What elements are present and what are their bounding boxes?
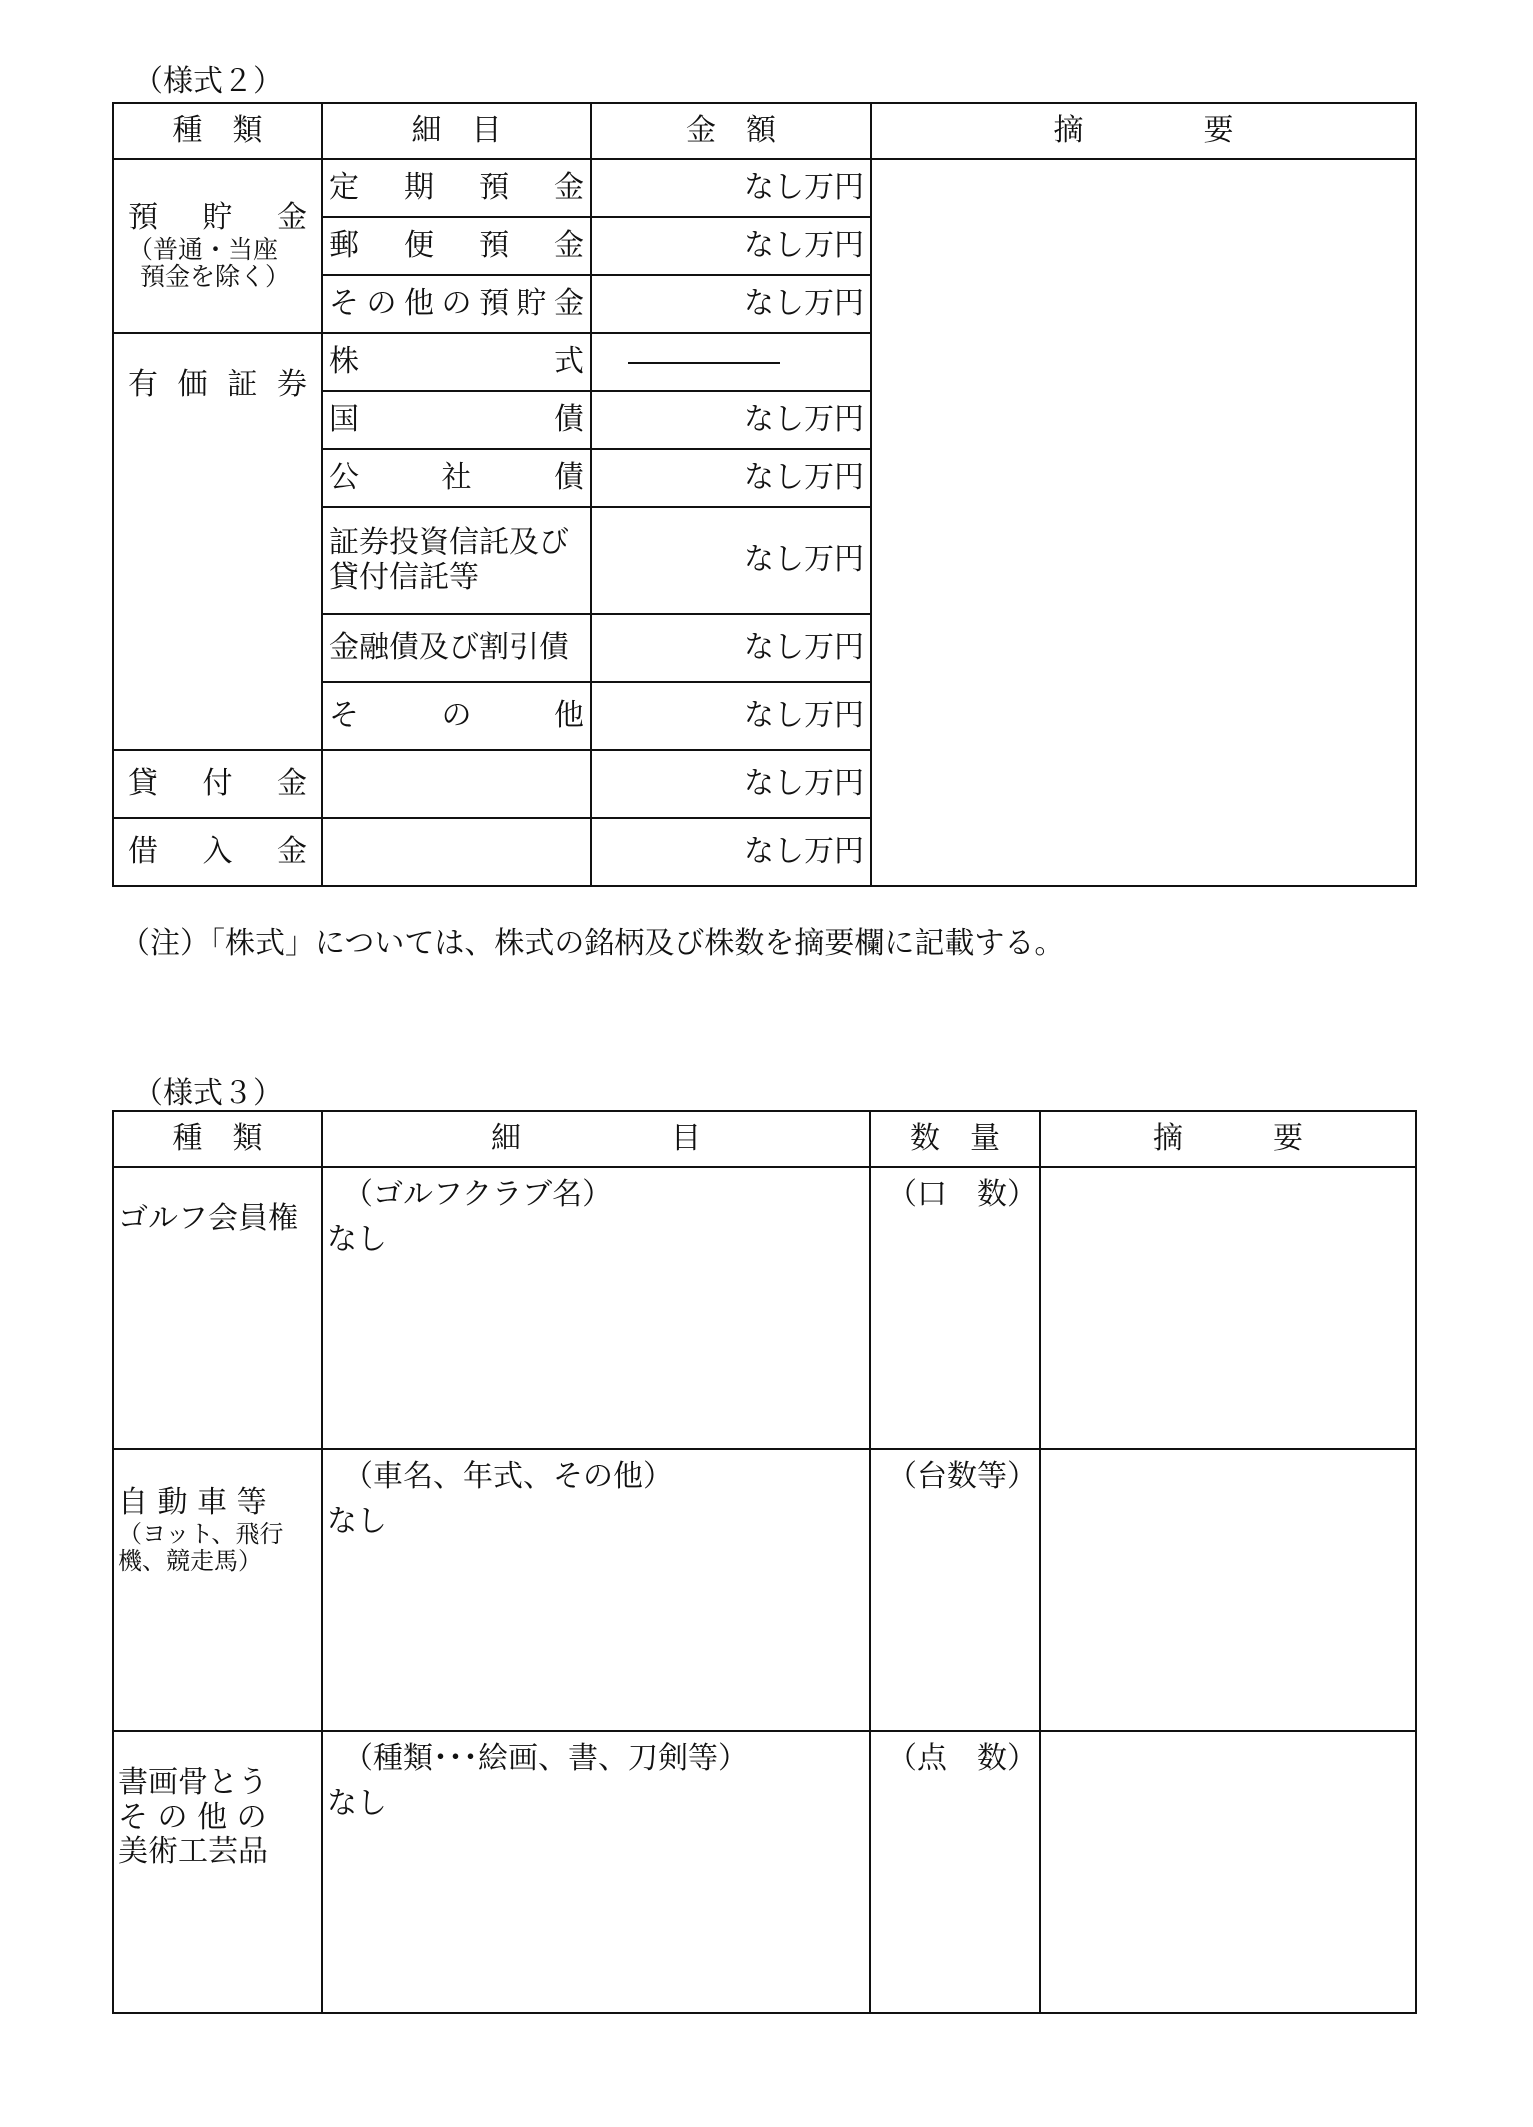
amount-other-deposit: なし万円: [591, 275, 871, 333]
amount-time-deposit: なし万円: [591, 159, 871, 217]
summary-golf: [1040, 1167, 1416, 1449]
summary-art: [1040, 1731, 1416, 2013]
header-item: 細 目: [322, 103, 591, 159]
item-government-bonds: 国 債: [322, 391, 591, 449]
category-deposits-title: 預 貯 金: [128, 200, 307, 236]
header-amount: 金 額: [591, 103, 871, 159]
item-stocks: 株 式: [322, 333, 591, 391]
form3-table: [112, 1110, 1417, 2014]
detail-art: [322, 1731, 870, 2013]
header-type-3: 種 類: [113, 1111, 322, 1167]
quantity-golf: （口 数）: [870, 1167, 1040, 1449]
form3-label: （様式３）: [133, 1076, 283, 1111]
item-investment-trusts: 証券投資信託及び 貸付信託等: [322, 507, 591, 614]
category-golf-membership: ゴルフ会員権: [113, 1167, 322, 1449]
category-vehicles: 自 動 車 等 （ヨット、飛行 機、競走馬）: [113, 1449, 322, 1731]
category-deposits-note: （普通・当座 預金を除く）: [128, 234, 291, 292]
detail-art-value: なし: [327, 1785, 387, 1821]
amount-postal-deposit: なし万円: [591, 217, 871, 275]
note: （注）「株式」については、株式の銘柄及び株数を摘要欄に記載する。: [120, 926, 1065, 961]
amount-stocks: [591, 333, 871, 391]
header-summary: 摘 要: [871, 103, 1416, 159]
item-postal-deposit: 郵 便 預 金: [322, 217, 591, 275]
amount-investment-trusts: なし万円: [591, 507, 871, 614]
form2-table: [112, 102, 1417, 887]
amount-financial-bonds: なし万円: [591, 614, 871, 682]
header-type: 種 類: [113, 103, 322, 159]
category-borrowings: 借 入 金: [113, 818, 322, 886]
item-corporate-bonds: 公 社 債: [322, 449, 591, 507]
detail-golf-head: （ゴルフクラブ名）: [343, 1177, 613, 1212]
detail-art-head: （種類･･･絵画、書、刀剣等）: [343, 1741, 748, 1776]
category-art: 書画骨とう そ の 他 の 美術工芸品: [113, 1731, 322, 2013]
item-loans: [322, 750, 591, 818]
category-deposits: [113, 159, 322, 333]
header-quantity: 数 量: [870, 1111, 1040, 1167]
item-securities-other: そ の 他: [322, 682, 591, 750]
detail-vehicles-head: （車名、年式、その他）: [343, 1459, 673, 1494]
detail-golf-value: なし: [327, 1221, 387, 1257]
summary-vehicles: [1040, 1449, 1416, 1731]
detail-vehicles: [322, 1449, 870, 1731]
category-loans: 貸 付 金: [113, 750, 322, 818]
dash-line: [628, 362, 780, 364]
amount-loans: なし万円: [591, 750, 871, 818]
category-securities: 有 価 証 券: [113, 333, 322, 750]
amount-borrowings: なし万円: [591, 818, 871, 886]
header-summary-3: 摘 要: [1040, 1111, 1416, 1167]
quantity-art: （点 数）: [870, 1731, 1040, 2013]
item-other-deposit: そ の 他 の 預 貯 金: [322, 275, 591, 333]
form2-label: （様式２）: [133, 64, 283, 99]
quantity-vehicles: （台数等）: [870, 1449, 1040, 1731]
detail-vehicles-value: なし: [327, 1503, 387, 1539]
amount-government-bonds: なし万円: [591, 391, 871, 449]
item-borrowings: [322, 818, 591, 886]
amount-corporate-bonds: なし万円: [591, 449, 871, 507]
amount-securities-other: なし万円: [591, 682, 871, 750]
header-item-3: 細 目: [322, 1111, 870, 1167]
item-time-deposit: 定 期 預 金: [322, 159, 591, 217]
summary-column: [871, 159, 1416, 886]
detail-golf: [322, 1167, 870, 1449]
item-financial-bonds: 金融債及び割引債: [322, 614, 591, 682]
